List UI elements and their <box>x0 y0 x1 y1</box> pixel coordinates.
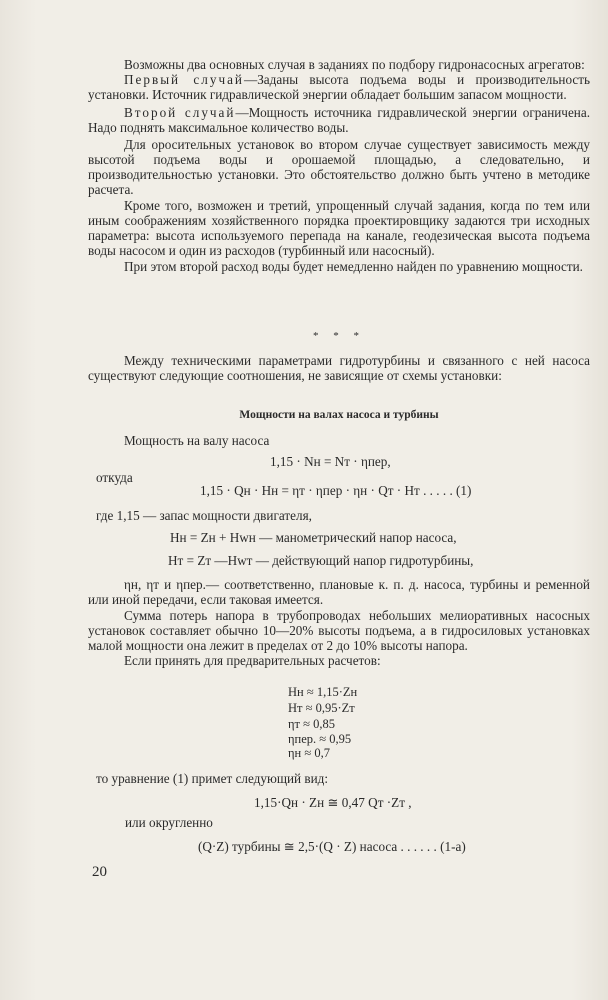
paragraph-irrigation: Для оросительных установок во втором случае существует зависимость между высотой подъема воды и орошаемой площадью, а следовательно, и производительностью установки. Это обстоятельство должно быть учтено в методике расчета. <box>88 137 590 197</box>
section-heading: Мощности на валах насоса и турбины <box>239 409 439 421</box>
formula-1a: (Q·Z) турбины ≅ 2,5·(Q · Z) насоса . . . . . . (1-а) <box>198 839 466 854</box>
pump-shaft-power-label: Мощность на валу насоса <box>124 433 270 448</box>
paragraph-intro: Возможны два основных случая в заданиях по подбору гидронасосных агрегатов: <box>124 57 585 72</box>
preliminary-intro: Если принять для предварительных расчетов: <box>124 653 381 668</box>
approx-turbine-efficiency: ηт ≈ 0,85 <box>288 717 335 731</box>
formula-1: 1,15 · Qн · Hн = ηт · ηпер · ηн · Qт · Hт . . . . . (1) <box>200 483 472 498</box>
paragraph-second-flow: При этом второй расход воды будет немедленно найден по уравнению мощности. <box>124 259 583 274</box>
where-text: где 1,15 — запас мощности двигателя, <box>96 508 312 523</box>
paragraph-case-1 <box>88 72 590 102</box>
formula-reduced: 1,15·Qн · Zн ≅ 0,47 Qт ·Zт , <box>254 795 412 810</box>
formula-pump-head: Hн = Zн + Hwн — манометрический напор насоса, <box>170 530 457 545</box>
paragraph-relations: Между техническими параметрами гидротурбины и связанного с ней насоса существуют следующие соотношения, не зависящие от схемы установки: <box>88 353 590 383</box>
approx-turbine-head: Hт ≈ 0,95·Zт <box>288 701 355 715</box>
text-block-efficiency <box>88 577 590 668</box>
case-1-label: Первый случай <box>124 72 244 87</box>
whence-label: откуда <box>96 470 133 485</box>
section-separator-stars: * * * <box>313 330 365 342</box>
text-block-intro <box>88 57 590 274</box>
case-1-text: —Заданы высота подъема воды и производительность установки. Источник гидравлической энергии обладает большим запасом мощности. <box>88 72 590 102</box>
paragraph-efficiency: ηн, ηт и ηпер.— соответственно, плановые к. п. д. насоса, турбины и ременной или иной передачи, если таковая имеется. <box>88 577 590 607</box>
approx-pump-efficiency: ηн ≈ 0,7 <box>288 746 330 760</box>
formula-turbine-head: Hт = Zт —Hwт — действующий напор гидротурбины, <box>168 553 474 568</box>
approx-pump-head: Hн ≈ 1,15·Zн <box>288 685 358 699</box>
case-2-label: Второй случай <box>124 105 236 120</box>
text-block-relations <box>88 353 590 383</box>
approx-transmission-efficiency: ηпер. ≈ 0,95 <box>288 732 352 746</box>
formula-power-balance: 1,15 · Nн = Nт · ηпер, <box>270 454 391 469</box>
or-rounded-text: или округленно <box>125 815 213 830</box>
paragraph-head-losses: Сумма потерь напора в трубопроводах небольших мелиоративных насосных установок составляет обычно 10—20% высоты подъема, а в гидросиловых установках малой мощности она лежит в пределах от 2 до 10% высоты напора. <box>88 608 590 653</box>
paragraph-third-case: Кроме того, возможен и третий, упрощенный случай задания, когда по тем или иным соображениям хозяйственного порядка проектировщику задаются три исходных параметра: высота используемого перепада на канале, геодезическая высота подъема воды насосом и один из расходов (турбинный или насосный). <box>88 198 590 258</box>
equation-form-text: то уравнение (1) примет следующий вид: <box>96 771 329 786</box>
paragraph-case-2 <box>88 105 590 135</box>
case-2-text: —Мощность источника гидравлической энергии ограничена. Надо поднять максимальное количество воды. <box>88 105 591 135</box>
page-number: 20 <box>92 864 107 880</box>
